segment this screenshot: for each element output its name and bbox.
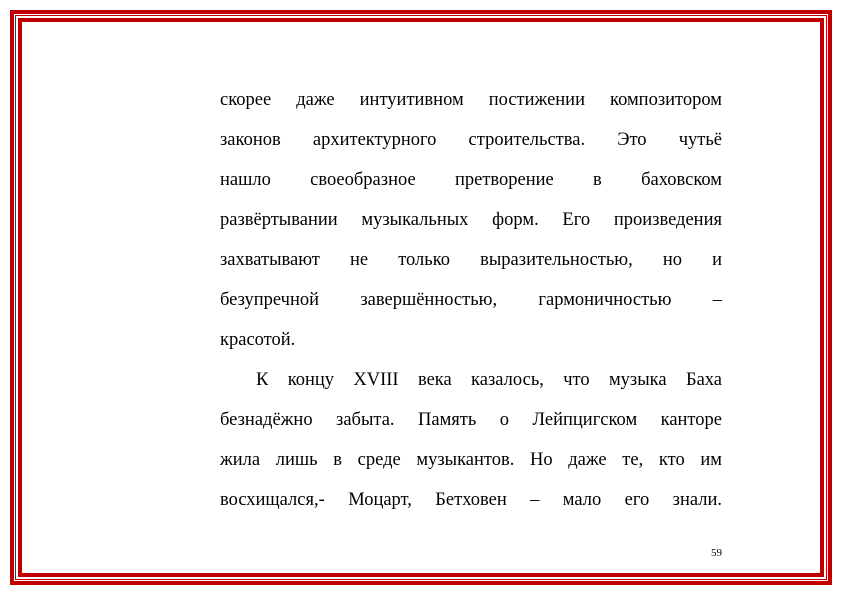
text-line: жила лишь в среде музыкантов. Но даже те, кто им: [220, 450, 722, 470]
page-number: 59: [711, 547, 722, 559]
text-line: захватывают не только выразительностью, но и: [220, 250, 722, 270]
text-line: нашло своеобразное претворение в баховском: [220, 170, 722, 190]
text-line: безнадёжно забыта. Память о Лейпцигском канторе: [220, 410, 722, 430]
text-line: безупречной завершённостью, гармоничностью –: [220, 290, 722, 310]
text-line: развёртывании музыкальных форм. Его произведения: [220, 210, 722, 230]
text-line-paragraph-start: К концу XVIII века казалось, что музыка Баха: [256, 370, 722, 390]
text-line: восхищался,- Моцарт, Бетховен – мало его знали.: [220, 490, 722, 510]
text-line-paragraph-end: красотой.: [220, 330, 296, 350]
text-line: скорее даже интуитивном постижении композитором: [220, 90, 722, 110]
body-text: [220, 84, 722, 524]
text-line: законов архитектурного строительства. Это чутьё: [220, 130, 722, 150]
